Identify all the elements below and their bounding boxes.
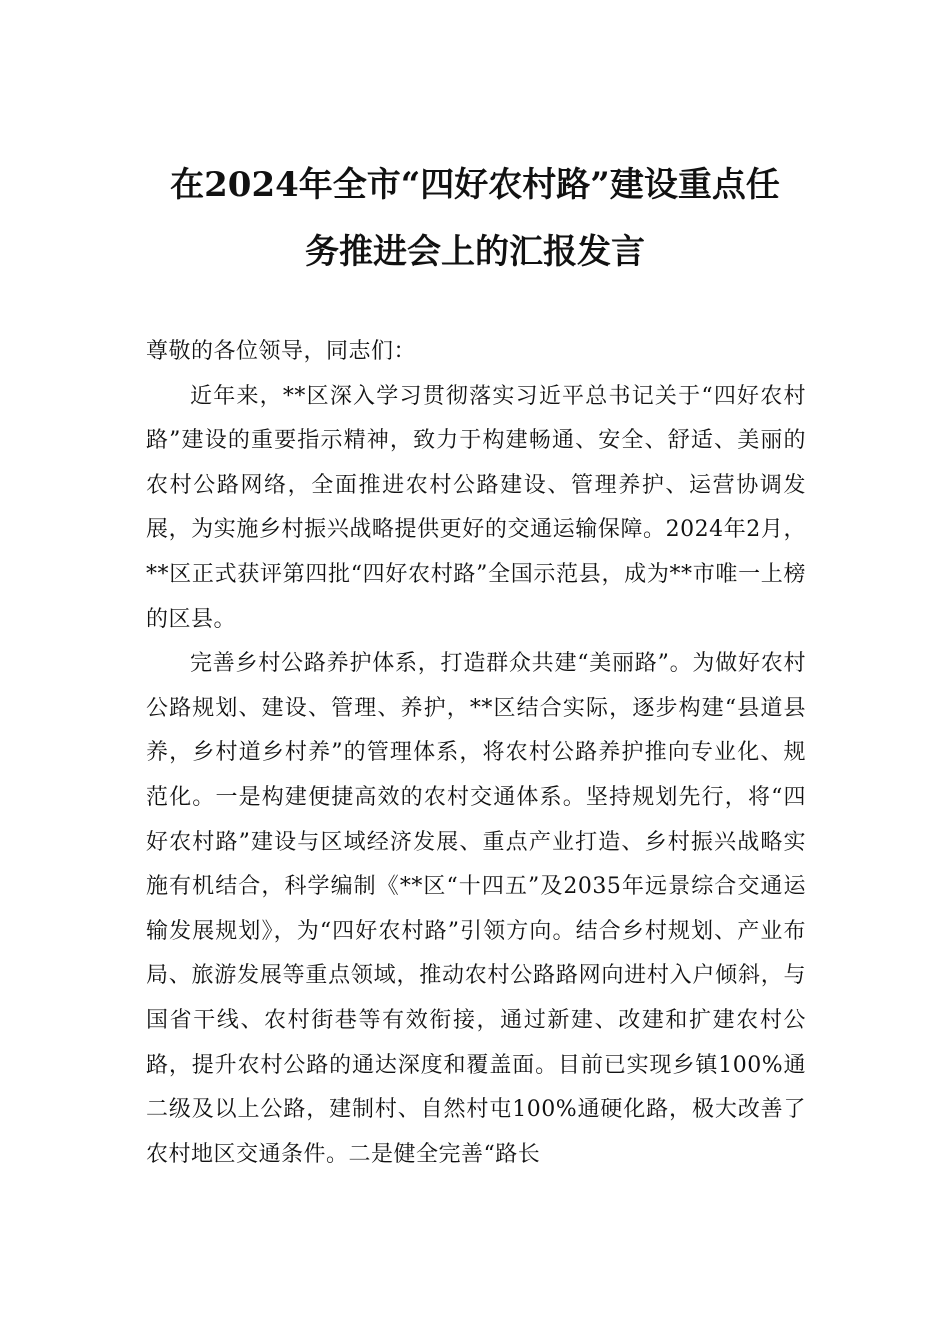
document-title-line-2: 务推进会上的汇报发言	[305, 232, 645, 272]
document-title-line-1: 在2024年全市“四好农村路”建设重点任	[170, 165, 780, 205]
paragraph-maintenance-system: 完善乡村公路养护体系，打造群众共建“美丽路”。为做好农村公路规划、建设、管理、养护，**区结合实际，逐步构建“县道县养，乡村道乡村养”的管理体系，将农村公路养护推向专业化、规范化。一是构建便捷高效的农村交通体系。坚持规划先行，将“四好农村路”建设与区域经济发展、重点产业打造、乡村振兴战略实施有机结合，科学编制《**区“十四五”及2035年远景综合交通运输发展规划》，为“四好农村路”引领方向。结合乡村规划、产业布局、旅游发展等重点领域，推动农村公路路网向进村入户倾斜，与国省干线、农村街巷等有效衔接，通过新建、改建和扩建农村公路，提升农村公路的通达深度和覆盖面。目前已实现乡镇100%通二级及以上公路，建制村、自然村屯100%通硬化路，极大改善了农村地区交通条件。二是健全完善“路长	[146, 651, 806, 1167]
document-body	[146, 330, 806, 1177]
salutation: 尊敬的各位领导，同志们：	[146, 339, 417, 364]
paragraph-intro: 近年来，**区深入学习贯彻落实习近平总书记关于“四好农村路”建设的重要指示精神，致力于构建畅通、安全、舒适、美丽的农村公路网络，全面推进农村公路建设、管理养护、运营协调发展，为实施乡村振兴战略提供更好的交通运输保障。2024年2月，**区正式获评第四批“四好农村路”全国示范县，成为**市唯一上榜的区县。	[146, 383, 806, 632]
